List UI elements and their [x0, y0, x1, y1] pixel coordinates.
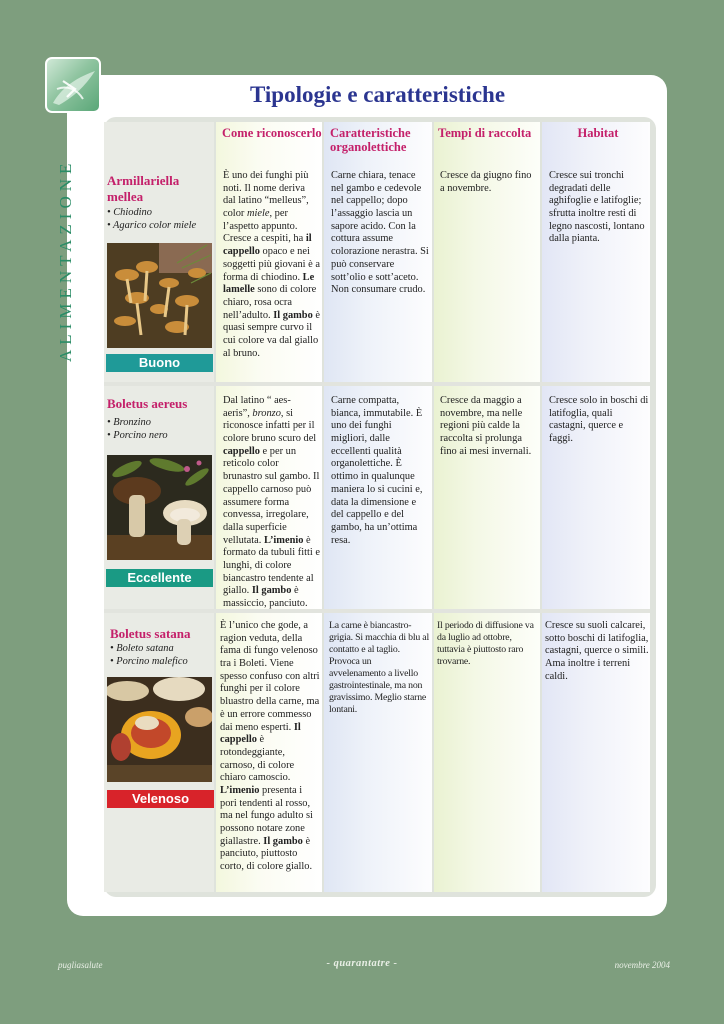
synonym: • Chiodino [107, 207, 152, 218]
header-riconoscerlo: Come riconoscerlo [222, 126, 322, 140]
cell-caratteristiche: Carne chiara, tenace nel gambo e cedevole nel cappello; dopo l’assaggio lascia un sapore acido. Con la cottura assume colorazione nerastra. Si può conservare sott’olio e sott’aceto. Non consumare crudo. [331, 170, 429, 296]
synonym: • Bronzino [107, 417, 151, 428]
footer-publication: pugliasalute [58, 960, 103, 970]
mushroom-photo [107, 455, 212, 560]
row-divider [104, 382, 650, 386]
species-synonyms [107, 206, 217, 232]
synonym: • Porcino malefico [110, 656, 188, 667]
cell-tempi: Cresce da giugno fino a novembre. [440, 170, 532, 194]
footer-date: novembre 2004 [614, 960, 670, 970]
species-name: Boletus aereus [107, 396, 188, 411]
cell-riconoscerlo: È l’unico che gode, a ragion veduta, della fama di fungo velenoso tra i Boleti. Viene spesso confuso con altri funghi per il colore bluastro della carne, ma è un errore commesso dai meno esperti. Il cappello è rotondeggiante, carnoso, di colore chiaro camoscio. L’imenio presenta i pori tendenti al rosso, ma nel fungo adulto si possono notare zone giallastre. Il gambo è panciuto, piuttosto corto, di colore giallo. [220, 620, 320, 873]
rating-badge: Eccellente [106, 569, 213, 587]
cell-habitat: Cresce su suoli calcarei, sotto boschi di latifoglia, castagni, querce o simili. Ama inoltre i terreni caldi. [545, 620, 649, 682]
leaf-logo-icon [45, 57, 101, 113]
row-divider [104, 609, 650, 613]
cell-riconoscerlo: È uno dei funghi più noti. Il nome deriva dal latino “melleus”, color miele, per l’aspetto appunto. Cresce a cespiti, ha il cappello opaco e nei soggetti più giovani è a forma di chiodino. Le lamelle sono di colore chiaro, rosa ocra nell’adulto. Il gambo è quasi sempre curvo il cui colore va dal giallo al bruno. [223, 170, 320, 359]
cell-tempi: Il periodo di diffusione va da luglio ad ottobre, tuttavia è piuttosto raro trovarne. [437, 620, 534, 667]
synonym: • Porcino nero [107, 430, 168, 441]
mushroom-photo [107, 677, 212, 782]
synonym: • Agarico color miele [107, 220, 197, 231]
rating-badge: Velenoso [107, 790, 214, 808]
species-name: Armillariella mellea [107, 173, 180, 204]
rating-badge: Buono [106, 354, 213, 372]
header-tempi: Tempi di raccolta [438, 126, 532, 140]
species-synonyms [107, 416, 217, 442]
page-title: Tipologie e caratteristiche [249, 82, 506, 107]
cell-caratteristiche: La carne è biancastro-grigia. Si macchia di blu al contatto e al taglio. Provoca un avvelenamento a livello gastrointestinale, ma non gravissimo. Meglio starne lontani. [329, 620, 429, 715]
cell-habitat: Cresce sui tronchi degradati delle aghifoglie e latifoglie; sfrutta inoltre resti di legno nascosti, lontano dalla pianta. [549, 170, 645, 245]
synonym: • Boleto satana [110, 643, 174, 654]
header-habitat: Habitat [577, 126, 619, 140]
cell-riconoscerlo: Dal latino “ aes- aeris”, bronzo, si riconosce infatti per il colore bruno scuro del cappello e per un reticolo color brunastro sul gambo. Il cappello carnoso può assumere forma convessa, irregolare, dalla superficie vellutata. L’imenio è formato da tubuli fitti e lunghi, di colore biancastro tendente al giallo. Il gambo è massiccio, panciuto. [223, 395, 320, 609]
mushroom-photo [107, 243, 212, 348]
footer-page-number: - quarantatre - [326, 958, 398, 969]
column-tempi [434, 122, 540, 892]
species-name: Boletus satana [110, 626, 191, 641]
cell-tempi: Cresce da maggio a novembre, ma nelle regioni più calde la raccolta si prolunga fino ai mesi invernali. [440, 395, 532, 457]
cell-caratteristiche: Carne compatta, bianca, immutabile. È uno dei funghi migliori, dalle eccellenti qualità organolettiche. È ottimo in qualunque maniera lo si cucini e, data la dimensione e del cappello e del gambo, ha un’ottima resa. [331, 395, 423, 546]
section-label: ALIMENTAZIONE [56, 158, 75, 362]
cell-habitat: Cresce solo in boschi di latifoglia, quali castagni, querce e faggi. [549, 395, 649, 445]
species-synonyms [110, 642, 220, 668]
header-caratteristiche: Caratteristiche organolettiche [330, 126, 411, 154]
